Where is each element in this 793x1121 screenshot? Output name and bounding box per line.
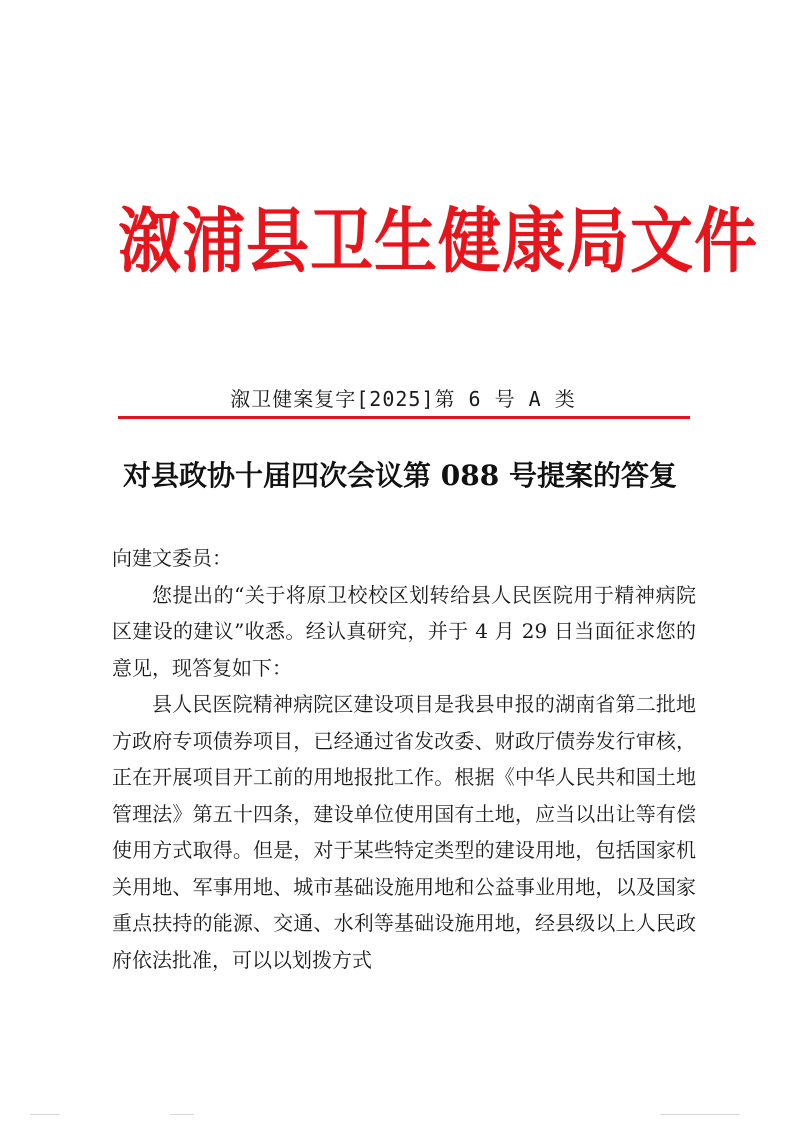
- scan-artifact: [660, 1114, 740, 1115]
- body-paragraph-1: 您提出的“关于将原卫校校区划转给县人民医院用于精神病院区建设的建议”收悉。经认真研究，并于 4 月 29 日当面征求您的意见，现答复如下：: [112, 582, 696, 680]
- document-number: 溆卫健案复字[2025]第 6 号 A 类: [230, 387, 576, 411]
- issuing-authority-header: 溆浦县卫生健康局文件: [118, 199, 758, 283]
- red-divider-line: [118, 416, 690, 419]
- scan-artifact: [30, 1114, 60, 1115]
- document-body: [112, 540, 696, 978]
- scan-artifact: [170, 1114, 194, 1115]
- body-paragraph-2: 县人民医院精神病院区建设项目是我县申报的湖南省第二批地方政府专项债券项目，已经通过省发改委、财政厅债券发行审核，正在开展项目开工前的用地报批工作。根据《中华人民共和国土地管理法》第五十四条，建设单位使用国有土地，应当以出让等有偿使用方式取得。但是，对于某些特定类型的建设用地，包括国家机关用地、军事用地、城市基础设施用地和公益事业用地，以及国家重点扶持的能源、交通、水利等基础设施用地，经县级以上人民政府依法批准，可以以划拨方式: [112, 692, 696, 972]
- salutation: 向建文委员：: [112, 546, 232, 570]
- document-title: 对县政协十届四次会议第 088 号提案的答复: [123, 459, 677, 492]
